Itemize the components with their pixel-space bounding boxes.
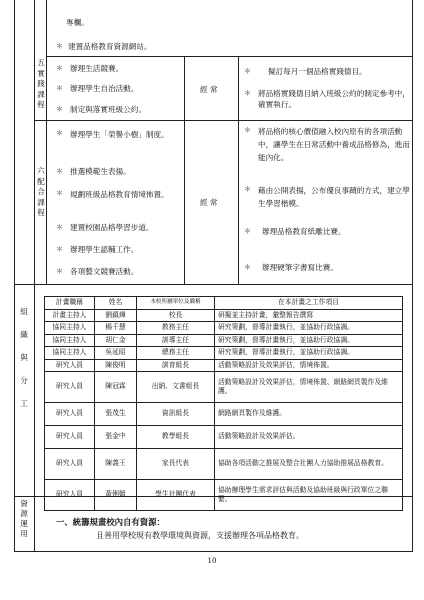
row-divider-five-bottom bbox=[34, 120, 413, 121]
table-row bbox=[45, 322, 403, 335]
cell-unit: 教學組長 bbox=[137, 426, 215, 449]
cell-name: 陳冠霖 bbox=[95, 372, 137, 403]
cell-title: 協同主持人 bbox=[45, 334, 95, 347]
organization-label: 組織與分工 bbox=[20, 307, 28, 408]
plan-col-divider-5 bbox=[34, 284, 35, 496]
cell-title: 研究人員 bbox=[45, 372, 95, 403]
cell-name: 張茂生 bbox=[95, 403, 137, 426]
bullet-star: ＊ bbox=[56, 105, 63, 113]
six-note-4: 辦理硬筆字書寫比賽。 bbox=[262, 263, 338, 272]
six-note-3: 辦理品格教育紙雕比賽。 bbox=[262, 227, 346, 236]
header-title: 計畫職稱 bbox=[45, 297, 95, 310]
bullet-star: ＊ bbox=[56, 167, 63, 175]
bullet-star: ＊ bbox=[56, 223, 63, 231]
cell-name: 胡仁金 bbox=[95, 334, 137, 347]
plan-col-divider-2 bbox=[46, 0, 47, 284]
section-five-label: 五實踐課程 bbox=[37, 58, 45, 109]
cell-title: 計畫主持人 bbox=[45, 309, 95, 322]
cell-work: 活動策略設計及效果評估，情境佈置、網路網頁製作及維護。 bbox=[215, 372, 403, 403]
section-six-label: 六配合課程 bbox=[37, 166, 45, 217]
resources-heading: 一、統籌規畫校內自有資源： bbox=[56, 517, 165, 527]
continued-line-2: 建置品格教育資源網站。 bbox=[68, 42, 152, 51]
cell-work: 網路網頁製作及維護。 bbox=[215, 403, 403, 426]
cell-work: 協助辦理學生需求評估與活動及協助班級與行政單位之聯繫。 bbox=[215, 480, 403, 511]
bullet-star: ＊ bbox=[244, 263, 251, 271]
bullet-star: ＊ bbox=[56, 84, 63, 92]
cell-name: 楊千慧 bbox=[95, 322, 137, 335]
six-item-1: 辦理學生「榮譽小樹」制度。 bbox=[70, 130, 169, 139]
six-item-4: 建置校園品格學習步道。 bbox=[70, 223, 154, 232]
plan-col-divider-1 bbox=[34, 0, 35, 284]
bullet-star: ＊ bbox=[244, 185, 251, 193]
cell-unit: 教務主任 bbox=[137, 322, 215, 335]
cell-work: 研究策劃，督導計畫執行，並協助行政協調。 bbox=[215, 347, 403, 360]
cell-title: 協同主持人 bbox=[45, 347, 95, 360]
five-frequency: 經 常 bbox=[200, 85, 218, 94]
table-row bbox=[45, 359, 403, 372]
cell-name: 吳延昭 bbox=[95, 347, 137, 360]
bullet-star: ＊ bbox=[56, 64, 63, 72]
header-work: 在本計畫之工作項目 bbox=[215, 297, 403, 310]
six-note-1: 將品格的核心價值融入校內原有的各項活動中，讓學生在日常活動中養成品格修為，進而能內化。 bbox=[258, 127, 410, 162]
cell-name: 張金中 bbox=[95, 426, 137, 449]
five-item-3: 制定與落實班級公約。 bbox=[70, 105, 146, 114]
header-name: 姓名 bbox=[95, 297, 137, 310]
cell-work: 活動策略設計及效果評估。 bbox=[215, 426, 403, 449]
bullet-star: ＊ bbox=[56, 189, 63, 197]
table-row bbox=[45, 372, 403, 403]
six-item-2: 推選模範生表揚。 bbox=[70, 167, 131, 176]
resources-text: 且善用學校現有教學環境與資源，支援辦理各項品格教育。 bbox=[96, 531, 304, 540]
six-frequency: 經 常 bbox=[200, 198, 218, 207]
row-divider-plan-bottom bbox=[14, 284, 413, 285]
five-item-1: 辦理生活競賽。 bbox=[70, 64, 124, 73]
bullet-star: ＊ bbox=[244, 227, 251, 235]
cell-unit: 家長代表 bbox=[137, 449, 215, 480]
cell-work: 研究策劃，督導計畫執行，並協助行政協調。 bbox=[215, 322, 403, 335]
six-item-5: 辦理學生認輔工作。 bbox=[70, 245, 139, 254]
five-note-1: 擬訂每月一個品格實踐德目。 bbox=[268, 67, 367, 76]
cell-name: 陳義王 bbox=[95, 449, 137, 480]
cell-work: 研擬並主持計畫，彙整報告撰寫 bbox=[215, 309, 403, 322]
cell-unit: 訓育組長 bbox=[137, 359, 215, 372]
bullet-star: ＊ bbox=[56, 245, 63, 253]
cell-unit: 學生社團代表 bbox=[137, 480, 215, 511]
cell-title: 研究人員 bbox=[45, 480, 95, 511]
cell-unit: 資訊組長 bbox=[137, 403, 215, 426]
continued-line-1: 專欄。 bbox=[66, 18, 89, 27]
cell-work: 活動策略設計及效果評估，情境佈置。 bbox=[215, 359, 403, 372]
bullet-star: ＊ bbox=[244, 126, 251, 134]
table-row bbox=[45, 309, 403, 322]
cell-unit: 校長 bbox=[137, 309, 215, 322]
six-item-3: 規劃班級品格教育情境佈置。 bbox=[70, 190, 169, 199]
five-item-2: 辦理學生自治活動。 bbox=[70, 84, 139, 93]
cell-title: 研究人員 bbox=[45, 403, 95, 426]
organization-table bbox=[44, 296, 403, 511]
six-note-2: 藉由公開表揚，公布優良事蹟的方式，建立學生學習楷模。 bbox=[258, 186, 410, 208]
cell-name: 陳俊明 bbox=[95, 359, 137, 372]
cell-unit: 訓導主任 bbox=[137, 334, 215, 347]
cell-title: 研究人員 bbox=[45, 426, 95, 449]
bullet-star: ＊ bbox=[244, 67, 251, 75]
bullet-star: ＊ bbox=[56, 42, 63, 50]
plan-col-divider-3 bbox=[184, 56, 185, 284]
cell-name: 劉鎮燁 bbox=[95, 309, 137, 322]
bullet-star: ＊ bbox=[56, 267, 63, 275]
cell-work: 協助各項活動之推展及整合社團人力協助推展品格教育。 bbox=[215, 449, 403, 480]
bullet-star: ＊ bbox=[244, 89, 251, 97]
table-row bbox=[45, 426, 403, 449]
table-row bbox=[45, 449, 403, 480]
row-divider-five-top bbox=[46, 56, 413, 57]
cell-name: 黃俐媚 bbox=[95, 480, 137, 511]
six-item-6: 各項藝文競賽活動。 bbox=[70, 267, 139, 276]
cell-title: 協同主持人 bbox=[45, 322, 95, 335]
bullet-star: ＊ bbox=[56, 129, 63, 137]
cell-title: 研究人員 bbox=[45, 359, 95, 372]
cell-unit: 總務主任 bbox=[137, 347, 215, 360]
resources-label: 資源運用 bbox=[20, 499, 28, 538]
table-row bbox=[45, 347, 403, 360]
page-number: 10 bbox=[207, 557, 217, 565]
plan-col-divider-4 bbox=[238, 56, 239, 284]
plan-col-divider-6 bbox=[34, 496, 35, 552]
header-unit: 本校所屬單位及職稱 bbox=[137, 297, 215, 310]
table-row bbox=[45, 334, 403, 347]
cell-unit: 出納、文書組長 bbox=[137, 372, 215, 403]
cell-title: 研究人員 bbox=[45, 449, 95, 480]
table-header-row bbox=[45, 297, 403, 310]
table-row bbox=[45, 403, 403, 426]
table-row bbox=[45, 480, 403, 511]
five-note-2: 將品格實踐德目納入班級公約的制定參考中，確實執行。 bbox=[258, 89, 410, 109]
cell-work: 研究策劃，督導計畫執行，並協助行政協調。 bbox=[215, 334, 403, 347]
